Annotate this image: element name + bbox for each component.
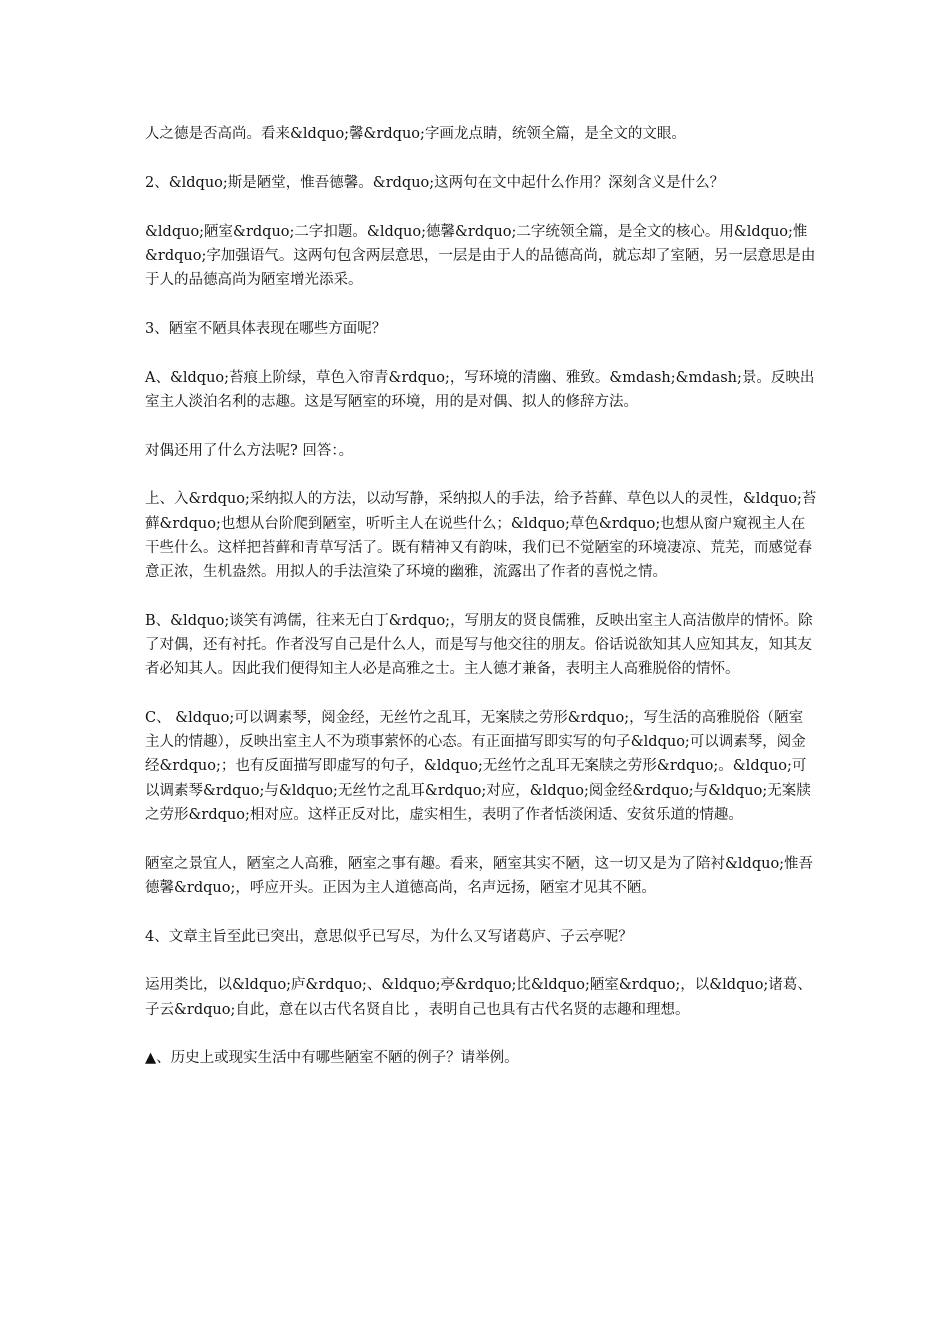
summary-paragraph: 陋室之景宜人，陋室之人高雅，陋室之事有趣。看来，陋室其实不陋，这一切又是为了陪衬&ldquo;惟吾德馨&rdquo;，呼应开头。正因为主人道德高尚，名声远扬，陋室才见其不陋。 — [145, 855, 814, 896]
answer-3b: B、&ldquo;谈笑有鸿儒，往来无白丁&rdquo;，写朋友的贤良儒雅，反映出室主人高洁傲岸的情怀。除了对偶，还有衬托。作者没写自己是什么人，而是写与他交往的朋友。俗话说欲知其人应知其友，知其友者必知其人。因此我们便得知主人必是高雅之士。主人德才兼备，表明主人高雅脱俗的情怀。 — [145, 612, 813, 678]
answer-3a: A、&ldquo;苔痕上阶绿，草色入帘青&rdquo;，写环境的清幽、雅致。&mdash;&mdash;景。反映出室主人淡泊名利的志趣。这是写陋室的环境，用的是对偶、拟人的修辞方法。 — [145, 369, 815, 410]
question-2: 2、&ldquo;斯是陋堂，惟吾德馨。&rdquo;这两句在文中起什么作用？深刻含义是什么？ — [145, 174, 725, 191]
question-3: 3、陋室不陋具体表现在哪些方面呢？ — [145, 320, 387, 337]
sub-answer: 上、入&rdquo;采纳拟人的方法，以动写静，采纳拟人的手法，给予苔藓、草色以人的灵性，&ldquo;苔藓&rdquo;也想从台阶爬到陋室，听听主人在说些什么；&ldquo;草色&rdquo;也想从窗户窥视主人在干些什么。这样把苔藓和青草写活了。既有精神又有韵味，我们已不觉陋室的环境凄凉、荒芜，而感觉春意正浓，生机盎然。用拟人的手法渲染了环境的幽雅，流露出了作者的喜悦之情。 — [145, 491, 817, 580]
answer-3c: C、 &ldquo;可以调素琴，阅金经，无丝竹之乱耳，无案牍之劳形&rdquo;，写生活的高雅脱俗（陋室主人的情趣），反映出室主人不为琐事萦怀的心态。有正面描写即实写的句子&ldquo;可以调素琴，阅金经&rdquo;；也有反面描写即虚写的句子，&ldquo;无丝竹之乱耳无案牍之劳形&rdquo;。&ldquo;可以调素琴&rdquo;与&ldquo;无丝竹之乱耳&rdquo;对应，&ldquo;阅金经&rdquo;与&ldquo;无案牍之劳形&rdquo;相对应。这样正反对比，虚实相生，表明了作者恬淡闲适、安贫乐道的情趣。 — [145, 710, 811, 823]
question-4: 4、文章主旨至此已突出，意思似乎已写尽，为什么又写诸葛庐、子云亭呢？ — [145, 928, 633, 945]
document-body — [145, 122, 817, 1095]
answer-4: 运用类比，以&ldquo;庐&rdquo;、&ldquo;亭&rdquo;比&ldquo;陋室&rdquo;，以&ldquo;诸葛、子云&rdquo;自此，意在以古代名贤自比 ，表明自己也具有古代名贤的志趣和理想。 — [145, 977, 812, 1018]
paragraph-continuation: 人之德是否高尚。看来&ldquo;馨&rdquo;字画龙点睛，统领全篇，是全文的文眼。 — [145, 126, 686, 142]
sub-question: 对偶还用了什么方法呢? 回答：。 — [145, 442, 354, 459]
discussion-prompt: ▲、历史上或现实生活中有哪些陋室不陋的例子？请举例。 — [145, 1050, 519, 1067]
answer-2: &ldquo;陋室&rdquo;二字扣题。&ldquo;德馨&rdquo;二字统领全篇，是全文的核心。用&ldquo;惟&rdquo;字加强语气。这两句包含两层意思，一层是由于人的品德高尚，就忘却了室陋，另一层意思是由于人的品德高尚为陋室增光添采。 — [145, 223, 816, 288]
